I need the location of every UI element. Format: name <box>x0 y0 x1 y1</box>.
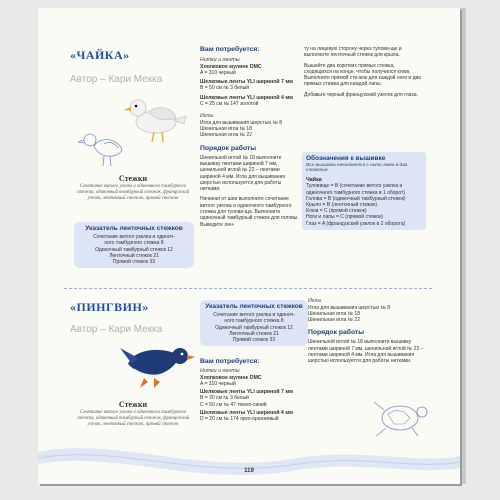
needles-label: Иглы <box>308 298 322 304</box>
ribbon-index-line: Одиночный тамбурный стежок 12 <box>95 246 173 253</box>
legend-line: Голова = B (одиночный тамбурный стежок) <box>306 195 406 202</box>
procedure-paragraph: Шенильной иглой № 18 выполните вышивку лентами шириной 7 мм, шенильной иглой № 22 – лентами шириной 4 мм. Игла для вышивания шерстью используется для работы нитками. <box>308 339 424 365</box>
ribbon-index-heading: Указатель ленточных стежков <box>205 303 303 310</box>
penguin-stitches-heading: Стежки <box>118 400 148 409</box>
ribbon-index-line: ного тамбурного стежка 8 <box>104 240 164 247</box>
needle-line: Игла для вышивания шерстью № 8 <box>200 119 283 126</box>
materials-heading: Вам потребуется: <box>200 358 260 365</box>
material-line: B = 50 см № 3 белый <box>200 85 249 92</box>
penguin-needles-procedure <box>308 298 428 365</box>
mouline-label: Хлопковое мулине DMC <box>200 374 262 381</box>
needle-line: Шенильная игла № 18 <box>200 126 252 133</box>
ribbon-index-line: Ленточный стежок 21 <box>229 330 279 337</box>
ribbon-index-line: Одиночный тамбурный стежок 12 <box>215 324 293 331</box>
seagull-title: «ЧАЙКА» <box>70 48 130 62</box>
legend-subheading: Чайка <box>306 177 322 184</box>
ribbon4-label: Шелковые ленты YLI шириной 4 мм <box>200 409 294 416</box>
section-divider <box>64 288 432 289</box>
legend-line: Глаз = A (французский узелок в 2 оборота) <box>306 220 406 227</box>
penguin-author: Автор – Кари Мекка <box>70 324 163 335</box>
seagull-procedure-continued <box>304 46 422 98</box>
legend-line: Туловище = B (сочетание витого узелка и одиночного тамбурного стежка в 1 оборот) <box>306 183 405 196</box>
legend-note: Все вышивки начинаются с нить-ками в два сложения. <box>306 162 408 174</box>
procedure-paragraph: ту на лицевую сторону через тулови-ще и выполните ленточный стежок для крыла. <box>304 46 402 59</box>
procedure-heading: Порядок работы <box>200 144 257 152</box>
book-page <box>38 8 460 484</box>
procedure-heading: Порядок работы <box>308 329 365 337</box>
ribbon-index-line: Сочетание витого узелка и одиноч- <box>213 312 295 318</box>
penguin-title: «ПИНГВИН» <box>70 300 149 314</box>
penguin-materials <box>200 358 300 423</box>
ribbon7-label: Шелковые ленты YLI шириной 7 мм <box>200 79 294 86</box>
needle-line: Шенильная игла № 18 <box>308 310 360 317</box>
legend-heading: Обозначения к вышивке <box>306 155 386 162</box>
ribbon-index-line: Сочетание витого узелка и одиноч- <box>93 234 175 240</box>
ribbon4-label: Шелковые ленты YLI шириной 4 мм <box>200 94 294 101</box>
ribbon-index-line: Прямой стежок 33 <box>112 259 156 266</box>
penguin-embroidery-image <box>98 338 198 394</box>
penguin-stitches-text: Сочетание витого узелка и одиночного тамбурного стежка, одиночный тамбурный стежок, французский узелок, ленточный стежок, прямой стежок <box>76 410 190 427</box>
seagull-materials <box>200 46 300 228</box>
needle-line: Игла для вышивания шерстью № 8 <box>308 304 391 311</box>
ribbon-index-line: ного тамбурного стежка 8 <box>224 318 284 325</box>
seagull-sketch-image <box>74 124 134 172</box>
legend-line: Крыло = B (ленточный стежок) <box>306 201 378 208</box>
procedure-paragraph: Вышейте два коротких прямых стежка, сходящихся на конце, чтобы получился клюв. Выполните прямой сте-жок для каждой ноги и два прямых стежка для каждой лапы. <box>304 62 421 88</box>
material-line: C = 50 см № 47 темно-синий <box>200 401 267 408</box>
material-line: D = 20 см № 174 ярко-оранжевый <box>200 416 279 423</box>
legend-line: Клюв = C (прямой стежок) <box>306 208 367 215</box>
penguin-ribbon-index <box>200 300 308 346</box>
threads-label: Нитки и ленты <box>200 57 240 63</box>
mouline-label: Хлопковое мулине DMC <box>200 63 262 70</box>
embroidery-legend <box>302 152 426 230</box>
book-spine <box>460 8 466 484</box>
material-line: C = 25 см № 147 золотой <box>200 100 259 107</box>
decorative-ribbon-image <box>38 428 460 484</box>
procedure-paragraph: Начиная от шеи выполните сочетание витого узелка и одиночного тамбурного стежка для тулови-ща. Выполните одиночный тамбурный стежок для головы. Выведите лен- <box>200 196 299 228</box>
materials-heading: Вам потребуется: <box>200 46 260 53</box>
seagull-stitches-heading: Стежки <box>118 174 148 183</box>
threads-label: Нитки и ленты <box>200 368 240 374</box>
material-line: A = 310 черный <box>200 380 236 387</box>
procedure-paragraph: Добавьте черный французский узелок для глаза. <box>304 91 418 98</box>
seagull-stitches-text: Сочетание витого узелка и одиночного тамбурного стежка, одиночный тамбурный стежок, французский узелок, ленточный стежок, прямой стежок <box>76 184 190 201</box>
ribbon-index-line: Ленточный стежок 21 <box>109 252 159 259</box>
seagull-author: Автор – Кари Мекка <box>70 74 163 85</box>
seagull-ribbon-index <box>74 222 194 268</box>
needles-label: Иглы <box>200 113 214 120</box>
legend-line: Ноги и лапы = C (прямой стежок) <box>306 214 383 221</box>
ribbon7-label: Шелковые ленты YLI шириной 7 мм <box>200 389 294 396</box>
material-line: B = 30 см № 3 белый <box>200 395 249 402</box>
ribbon-index-line: Прямой стежок 33 <box>232 337 276 344</box>
material-line: A = 310 черный <box>200 69 236 76</box>
procedure-paragraph: Шенильной иглой № 18 выполните вышивку лентами шириной 7 мм, шенильной иглой № 22 – лентами шириной 4 мм. Игла для вышивания шерстью используется для работы нитками. <box>200 154 285 193</box>
needle-line: Шенильная игла № 22 <box>200 132 252 139</box>
needle-line: Шенильная игла № 22 <box>308 317 360 324</box>
page-number: 119 <box>244 468 254 474</box>
ribbon-index-heading: Указатель ленточных стежков <box>85 225 183 232</box>
